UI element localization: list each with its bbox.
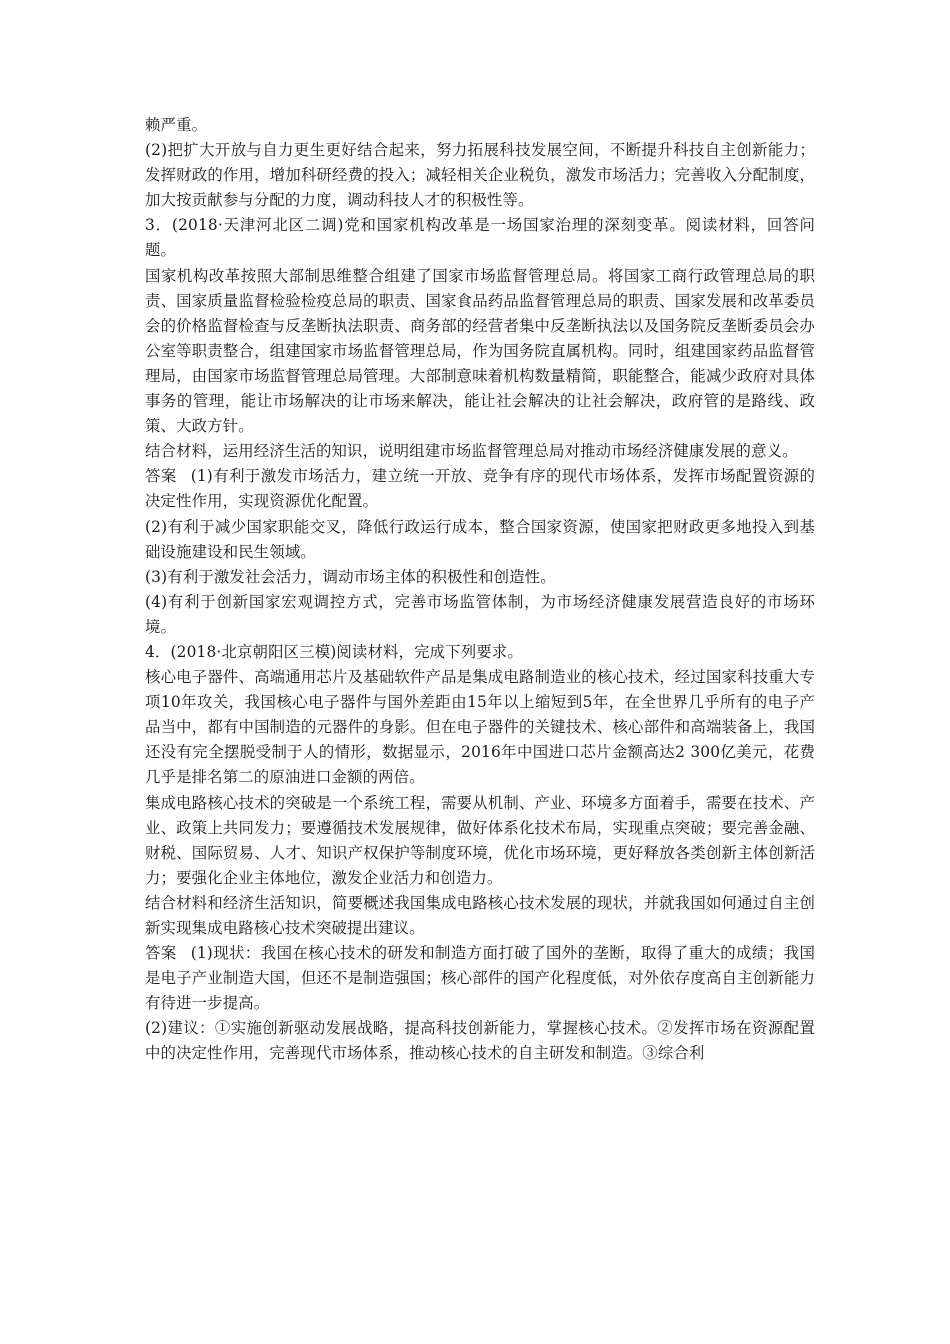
paragraph-answer-2-item: (2)把扩大开放与自力更生更好结合起来，努力拓展科技发展空间，不断提升科技自主创新能力；发挥财政的作用，增加科研经费的投入；减轻相关企业税负，激发市场活力；完善收入分配制度，加大按贡献参与分配的力度，调动科技人才的积极性等。	[145, 141, 815, 210]
answer-text: (1)现状：我国在核心技术的研发和制造方面打破了国外的垄断，取得了重大的成绩；我国是电子产业制造大国，但还不是制造强国；核心部件的国产化程度低，对外依存度高自主创新能力有待进一步提高。	[145, 944, 815, 1013]
question-4-heading: 4．(2018·北京朝阳区三模)阅读材料，完成下列要求。	[145, 642, 523, 661]
question-3-answer-3: (3)有利于激发社会活力，调动市场主体的积极性和创造性。	[145, 567, 556, 586]
question-4-answer-1	[145, 941, 815, 1016]
question-3-answer-2: (2)有利于减少国家职能交叉，降低行政运行成本，整合国家资源，使国家把财政更多地投入到基础设施建设和民生领域。	[145, 517, 815, 561]
answer-text: (1)有利于激发市场活力，建立统一开放、竞争有序的现代市场体系，发挥市场配置资源的决定性作用，实现资源优化配置。	[145, 467, 815, 511]
question-3-answer-4: (4)有利于创新国家宏观调控方式，完善市场监管体制，为市场经济健康发展营造良好的市场环境。	[145, 592, 815, 636]
question-3-prompt: 结合材料，运用经济生活的知识，说明组建市场监督管理总局对推动市场经济健康发展的意义。	[145, 442, 798, 461]
answer-label: 答案	[145, 467, 177, 486]
question-4-prompt: 结合材料和经济生活知识，简要概述我国集成电路核心技术发展的现状，并就我国如何通过自主创新实现集成电路核心技术突破提出建议。	[145, 893, 815, 937]
document-page	[145, 113, 815, 1067]
question-4-answer-2: (2)建议：①实施创新驱动发展战略，提高科技创新能力，掌握核心技术。②发挥市场在资源配置中的决定性作用，完善现代市场体系，推动核心技术的自主研发和制造。③综合利	[145, 1019, 815, 1063]
question-3-material: 国家机构改革按照大部制思维整合组建了国家市场监督管理总局。将国家工商行政管理总局的职责、国家质量监督检验检疫总局的职责、国家食品药品监督管理总局的职责、国家发展和改革委员会的价格监督检查与反垄断执法职责、商务部的经营者集中反垄断执法以及国务院反垄断委员会办公室等职责整合，组建国家市场监督管理总局，作为国务院直属机构。同时，组建国家药品监督管理局，由国家市场监督管理总局管理。大部制意味着机构数量精简，职能整合，能减少政府对具体事务的管理，能让市场解决的让市场来解决，能让社会解决的让社会解决，政府管的是路线、政策、大政方针。	[145, 266, 815, 436]
question-3-heading: 3．(2018·天津河北区二调)党和国家机构改革是一场国家治理的深刻变革。阅读材料，回答问题。	[145, 216, 815, 260]
question-3-answer-1	[145, 464, 815, 514]
paragraph-continuation: 赖严重。	[145, 116, 208, 134]
question-4-material-2: 集成电路核心技术的突破是一个系统工程，需要从机制、产业、环境多方面着手，需要在技术、产业、政策上共同发力；要遵循技术发展规律，做好体系化技术布局，实现重点突破；要完善金融、财税、国际贸易、人才、知识产权保护等制度环境，优化市场环境，更好释放各类创新主体创新活力；要强化企业主体地位，激发企业活力和创造力。	[145, 793, 815, 887]
question-4-material-1: 核心电子器件、高端通用芯片及基础软件产品是集成电路制造业的核心技术，经过国家科技重大专项10年攻关，我国核心电子器件与国外差距由15年以上缩短到5年，在全世界几乎所有的电子产品当中，都有中国制造的元器件的身影。但在电子器件的关键技术、核心部件和高端装备上，我国还没有完全摆脱受制于人的情形，数据显示，2016年中国进口芯片金额高达2 300亿美元，花费几乎是排名第二的原油进口金额的两倍。	[145, 668, 815, 787]
answer-label: 答案	[145, 944, 177, 963]
